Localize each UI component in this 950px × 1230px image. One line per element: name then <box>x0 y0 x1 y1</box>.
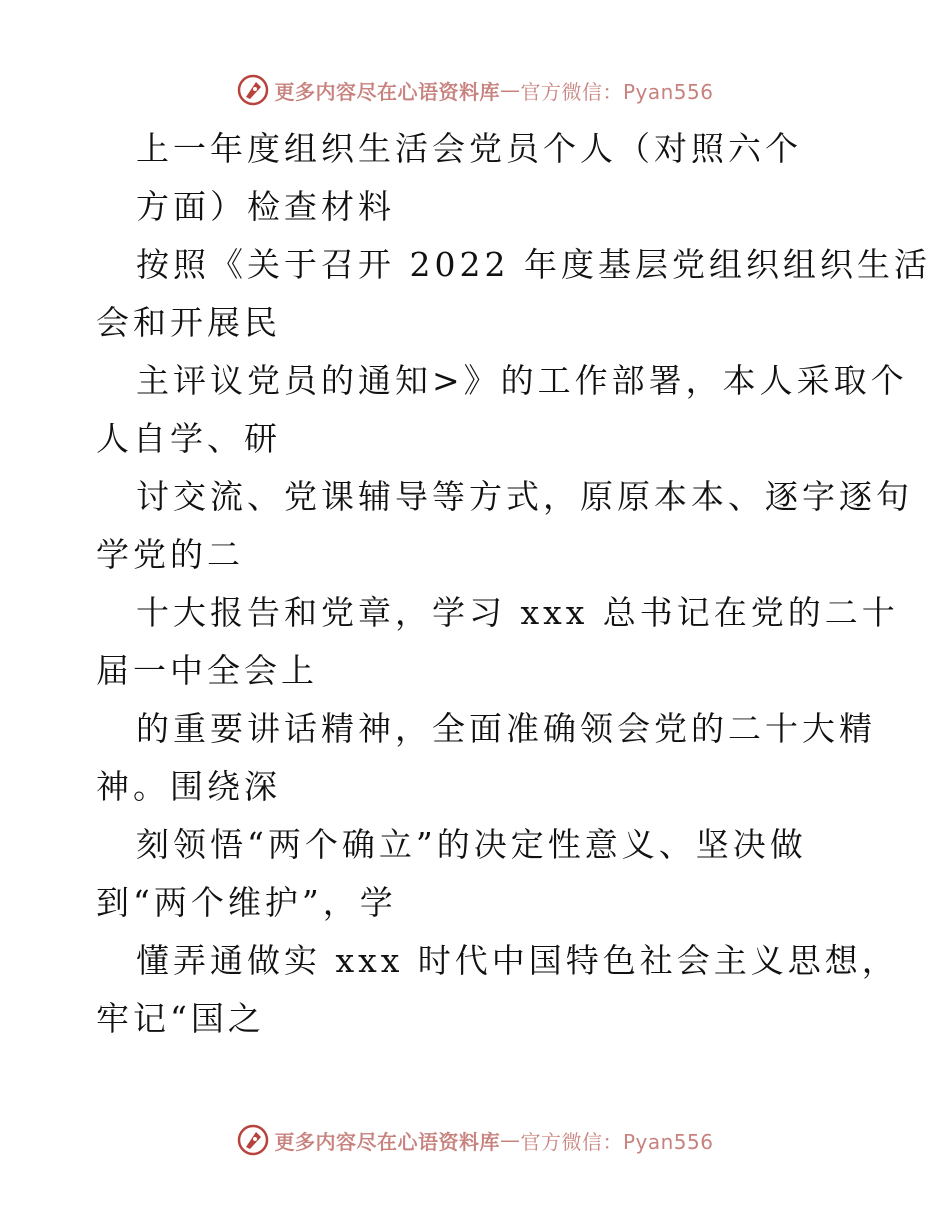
doc-line: 牢记“国之 <box>96 999 265 1038</box>
doc-line: 届一中全会上 <box>96 651 318 690</box>
watermark-text: 更多内容尽在心语资料库 <box>274 79 500 104</box>
doc-line: 到“两个维护”，学 <box>96 883 397 922</box>
header-watermark <box>0 70 950 110</box>
pen-nib-circle-icon <box>236 73 270 107</box>
watermark-account: 官方微信：Pyan556 <box>520 79 714 104</box>
watermark-separator: — <box>499 78 521 102</box>
doc-title-line-2: 方面）检查材料 <box>136 187 395 226</box>
doc-title-line-1: 上一年度组织生活会党员个人（对照六个 <box>136 129 802 168</box>
document-body <box>96 120 931 1048</box>
doc-line: 神。围绕深 <box>96 767 281 806</box>
watermark-account: 官方微信：Pyan556 <box>520 1129 714 1154</box>
doc-line: 主评议党员的通知>》的工作部署，本人采取个 <box>136 361 908 400</box>
doc-line: 按照《关于召开 2022 年度基层党组织组织生活 <box>136 245 931 284</box>
doc-line: 讨交流、党课辅导等方式，原原本本、逐字逐句 <box>136 477 913 516</box>
doc-line: 懂弄通做实 xxx 时代中国特色社会主义思想， <box>136 941 899 980</box>
doc-line: 人自学、研 <box>96 419 281 458</box>
doc-line: 的重要讲话精神，全面准确领会党的二十大精 <box>136 709 876 748</box>
doc-line: 学党的二 <box>96 535 244 574</box>
doc-line: 十大报告和党章，学习 xxx 总书记在党的二十 <box>136 593 899 632</box>
footer-watermark <box>0 1120 950 1160</box>
watermark-separator: — <box>499 1128 521 1152</box>
doc-line: 刻领悟“两个确立”的决定性意义、坚决做 <box>136 825 807 864</box>
doc-line: 会和开展民 <box>96 303 281 342</box>
watermark-text: 更多内容尽在心语资料库 <box>274 1129 500 1154</box>
pen-nib-circle-icon <box>236 1123 270 1157</box>
